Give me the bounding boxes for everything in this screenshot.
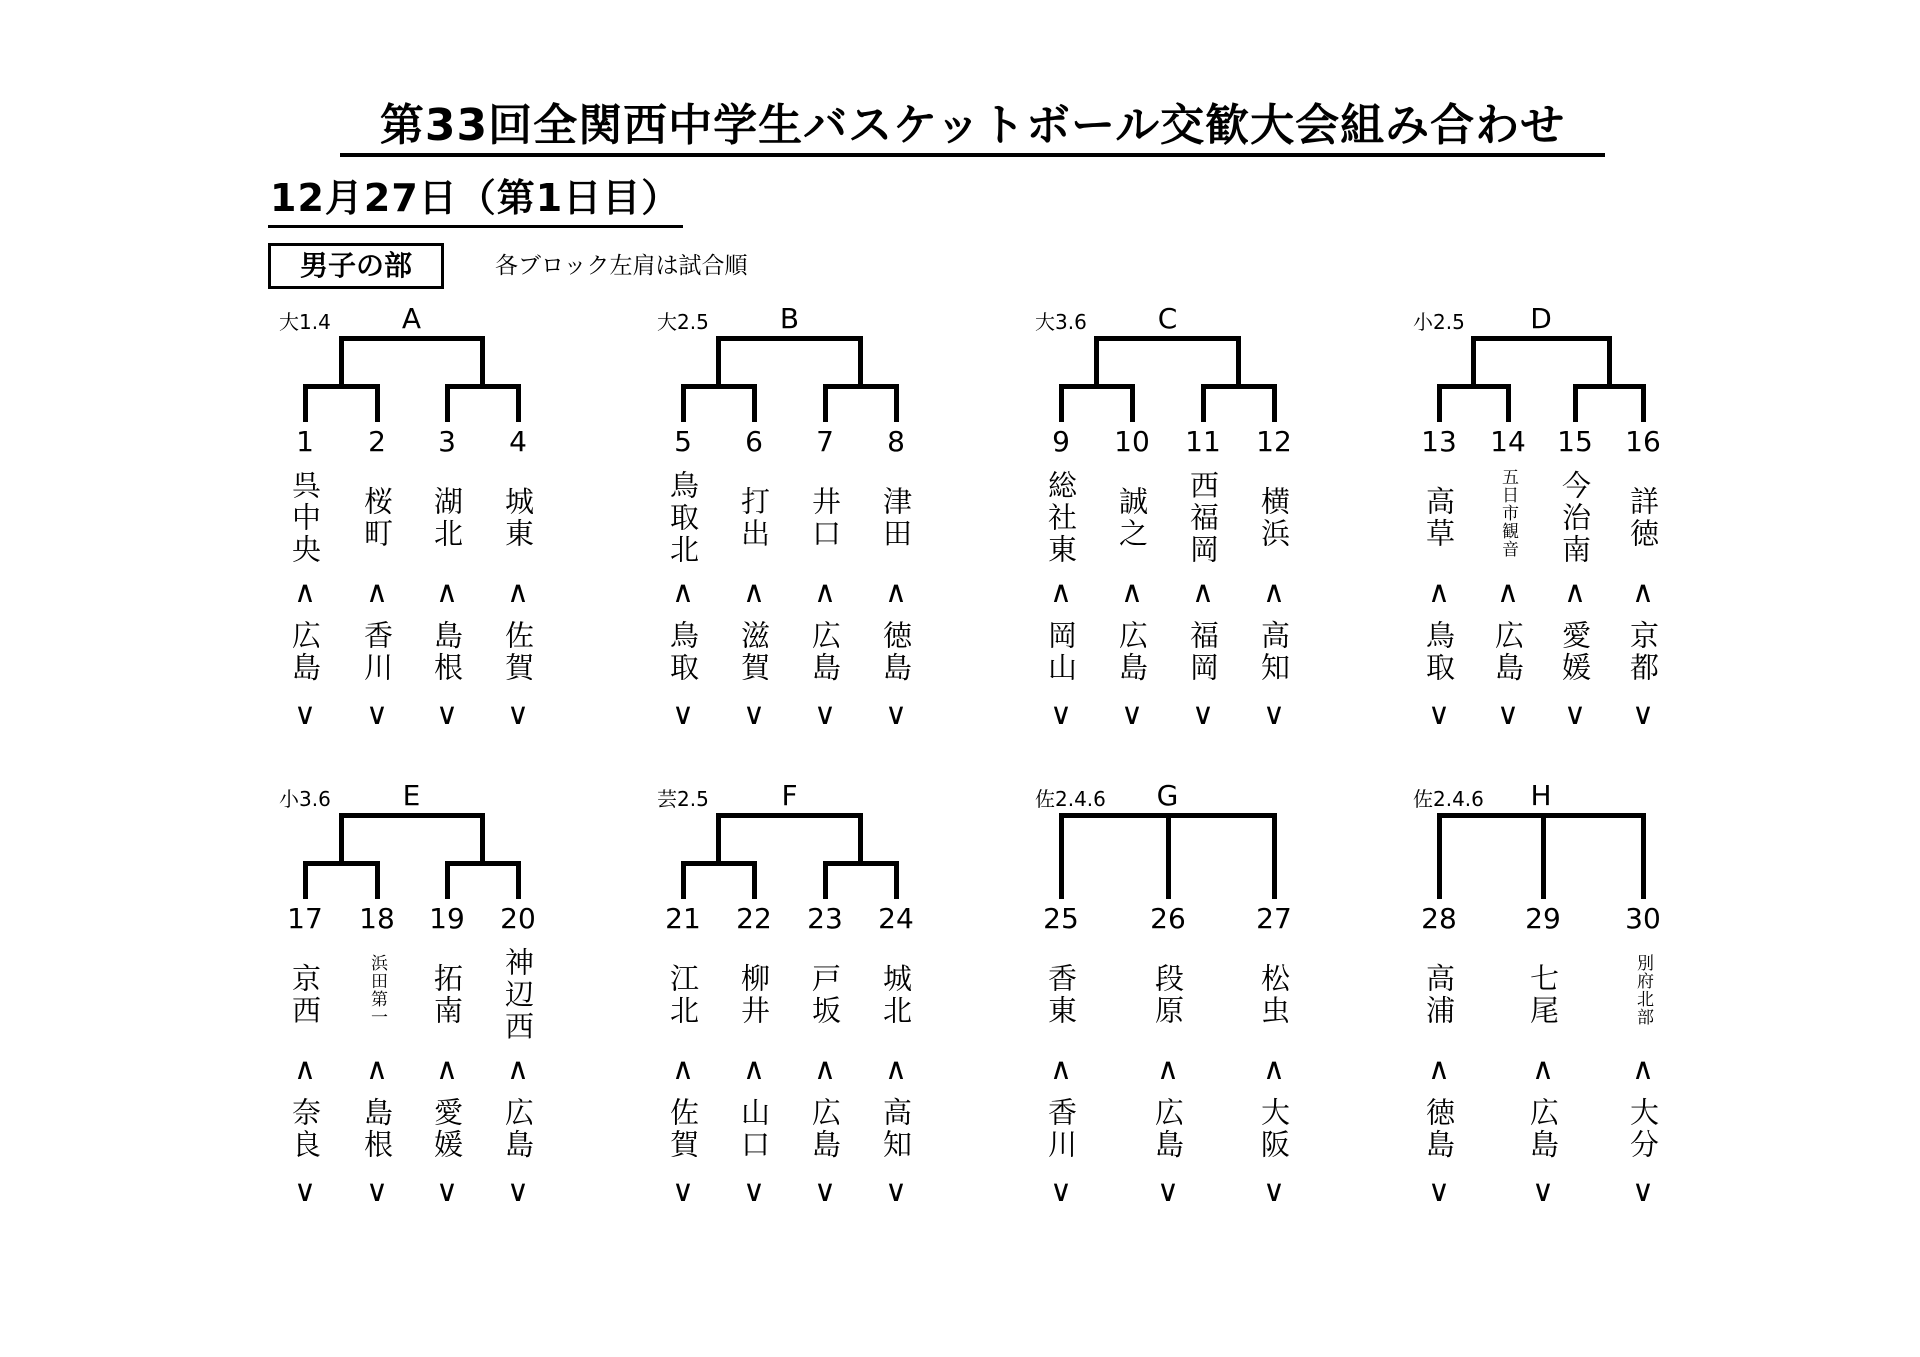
team-school: 城東 <box>501 486 535 550</box>
down-arrow-icon: ∨ <box>1192 697 1214 732</box>
bracket-line <box>823 386 828 422</box>
team-number: 9 <box>1052 425 1070 458</box>
down-arrow-icon: ∨ <box>672 697 694 732</box>
up-arrow-icon: ∧ <box>436 1052 458 1087</box>
bracket-line <box>681 861 757 866</box>
team-school: 京西 <box>288 963 322 1027</box>
down-arrow-icon: ∨ <box>672 1174 694 1209</box>
bracket-line <box>1573 384 1646 389</box>
up-arrow-icon: ∧ <box>814 1052 836 1087</box>
team-number: 24 <box>878 902 914 935</box>
team-number: 1 <box>296 425 314 458</box>
team-school: 五日市観音 <box>1498 468 1518 558</box>
team-prefecture: 愛媛 <box>430 1097 464 1161</box>
team-prefecture: 高知 <box>1257 620 1291 684</box>
down-arrow-icon: ∨ <box>743 1174 765 1209</box>
block-seed-order: 小3.6 <box>279 787 331 811</box>
up-arrow-icon: ∧ <box>294 1052 316 1087</box>
up-arrow-icon: ∧ <box>294 575 316 610</box>
bracket-line <box>823 863 828 899</box>
team-number: 21 <box>665 902 701 935</box>
team-school: 津田 <box>879 486 913 550</box>
up-arrow-icon: ∧ <box>1564 575 1586 610</box>
block-label: G <box>1156 779 1179 812</box>
team-number: 10 <box>1114 425 1150 458</box>
bracket-line <box>375 386 380 422</box>
bracket-line <box>480 338 485 386</box>
bracket-line <box>1471 338 1476 386</box>
down-arrow-icon: ∨ <box>436 1174 458 1209</box>
down-arrow-icon: ∨ <box>507 1174 529 1209</box>
bracket-line <box>339 815 344 863</box>
up-arrow-icon: ∧ <box>1157 1052 1179 1087</box>
down-arrow-icon: ∨ <box>1532 1174 1554 1209</box>
team-number: 6 <box>745 425 763 458</box>
down-arrow-icon: ∨ <box>507 697 529 732</box>
bracket-line <box>303 861 380 866</box>
team-prefecture: 広島 <box>808 620 842 684</box>
page-title: 第33回全関西中学生バスケットボール交歓大会組み合わせ <box>379 100 1566 151</box>
team-prefecture: 高知 <box>879 1097 913 1161</box>
team-prefecture: 福岡 <box>1186 620 1220 684</box>
team-school: 誠之 <box>1115 486 1149 550</box>
team-number: 19 <box>429 902 465 935</box>
bracket-line <box>480 815 485 863</box>
team-school: 七尾 <box>1526 963 1560 1027</box>
down-arrow-icon: ∨ <box>294 1174 316 1209</box>
bracket-line <box>445 861 521 866</box>
up-arrow-icon: ∧ <box>366 1052 388 1087</box>
bracket-line <box>1506 386 1511 422</box>
down-arrow-icon: ∨ <box>1263 697 1285 732</box>
bracket-line <box>716 813 863 818</box>
team-prefecture: 山口 <box>737 1097 771 1161</box>
team-number: 26 <box>1150 902 1186 935</box>
up-arrow-icon: ∧ <box>743 575 765 610</box>
bracket-line <box>339 338 344 386</box>
team-number: 25 <box>1043 902 1079 935</box>
up-arrow-icon: ∧ <box>1121 575 1143 610</box>
block-seed-order: 芸2.5 <box>657 787 709 811</box>
team-school: 拓南 <box>430 963 464 1027</box>
bracket-line <box>1059 815 1064 899</box>
team-prefecture: 奈良 <box>288 1097 322 1161</box>
up-arrow-icon: ∧ <box>1050 1052 1072 1087</box>
down-arrow-icon: ∨ <box>814 697 836 732</box>
team-number: 30 <box>1625 902 1661 935</box>
bracket-line <box>375 863 380 899</box>
title-underline <box>340 153 1605 157</box>
team-school: 高浦 <box>1422 963 1456 1027</box>
down-arrow-icon: ∨ <box>436 697 458 732</box>
up-arrow-icon: ∧ <box>1632 575 1654 610</box>
block-label: B <box>779 302 800 335</box>
block-seed-order: 大3.6 <box>1035 310 1087 334</box>
team-number: 7 <box>816 425 834 458</box>
bracket-line <box>752 863 757 899</box>
team-school: 香東 <box>1044 963 1078 1027</box>
team-school: 神辺西 <box>501 947 535 1043</box>
team-school: 打出 <box>737 486 771 550</box>
down-arrow-icon: ∨ <box>1428 697 1450 732</box>
team-prefecture: 香川 <box>360 620 394 684</box>
bracket-line <box>1641 815 1646 899</box>
bracket-line <box>516 863 521 899</box>
bracket-line <box>1059 384 1135 389</box>
up-arrow-icon: ∧ <box>1632 1052 1654 1087</box>
team-number: 20 <box>500 902 536 935</box>
bracket-line <box>303 863 308 899</box>
down-arrow-icon: ∨ <box>814 1174 836 1209</box>
team-prefecture: 広島 <box>1115 620 1149 684</box>
division-box: 男子の部 <box>268 243 444 289</box>
team-prefecture: 愛媛 <box>1558 620 1592 684</box>
up-arrow-icon: ∧ <box>366 575 388 610</box>
up-arrow-icon: ∧ <box>672 1052 694 1087</box>
bracket-line <box>1437 386 1442 422</box>
bracket-line <box>1607 338 1612 386</box>
team-prefecture: 広島 <box>1491 620 1525 684</box>
down-arrow-icon: ∨ <box>743 697 765 732</box>
team-school: 高草 <box>1422 486 1456 550</box>
team-school: 桜町 <box>360 486 394 550</box>
team-prefecture: 鳥取 <box>1422 620 1456 684</box>
team-school: 湖北 <box>430 486 464 550</box>
block-seed-order: 大2.5 <box>657 310 709 334</box>
day-underline <box>268 225 683 228</box>
team-number: 14 <box>1490 425 1526 458</box>
team-prefecture: 香川 <box>1044 1097 1078 1161</box>
down-arrow-icon: ∨ <box>366 697 388 732</box>
team-prefecture: 徳島 <box>1422 1097 1456 1161</box>
down-arrow-icon: ∨ <box>1263 1174 1285 1209</box>
team-prefecture: 滋賀 <box>737 620 771 684</box>
bracket-line <box>445 863 450 899</box>
team-school: 鳥取北 <box>666 470 700 566</box>
team-prefecture: 広島 <box>288 620 322 684</box>
bracket-line <box>1094 338 1099 386</box>
bracket-line <box>894 386 899 422</box>
team-number: 23 <box>807 902 843 935</box>
bracket-line <box>716 815 721 863</box>
down-arrow-icon: ∨ <box>1428 1174 1450 1209</box>
bracket-line <box>445 384 521 389</box>
up-arrow-icon: ∧ <box>1497 575 1519 610</box>
bracket-line <box>1236 338 1241 386</box>
day-heading: 12月27日（第1日目） <box>270 176 681 220</box>
bracket-line <box>303 384 380 389</box>
team-number: 15 <box>1557 425 1593 458</box>
block-seed-order: 小2.5 <box>1413 310 1465 334</box>
bracket-line <box>1166 815 1171 899</box>
bracket-line <box>681 863 686 899</box>
team-prefecture: 広島 <box>501 1097 535 1161</box>
block-seed-order: 佐2.4.6 <box>1035 787 1106 811</box>
up-arrow-icon: ∧ <box>507 1052 529 1087</box>
down-arrow-icon: ∨ <box>1632 697 1654 732</box>
bracket-line <box>1201 384 1277 389</box>
up-arrow-icon: ∧ <box>507 575 529 610</box>
team-school: 江北 <box>666 963 700 1027</box>
team-prefecture: 広島 <box>1151 1097 1185 1161</box>
team-prefecture: 島根 <box>430 620 464 684</box>
team-school: 今治南 <box>1558 470 1592 566</box>
team-number: 4 <box>509 425 527 458</box>
bracket-line <box>716 338 721 386</box>
bracket-line <box>716 336 863 341</box>
block-label: F <box>781 779 798 812</box>
down-arrow-icon: ∨ <box>366 1174 388 1209</box>
block-seed-order: 佐2.4.6 <box>1413 787 1484 811</box>
bracket-line <box>681 386 686 422</box>
team-prefecture: 島根 <box>360 1097 394 1161</box>
down-arrow-icon: ∨ <box>1157 1174 1179 1209</box>
down-arrow-icon: ∨ <box>885 1174 907 1209</box>
team-number: 12 <box>1256 425 1292 458</box>
block-label: E <box>402 779 421 812</box>
up-arrow-icon: ∧ <box>1263 575 1285 610</box>
down-arrow-icon: ∨ <box>1632 1174 1654 1209</box>
up-arrow-icon: ∧ <box>1050 575 1072 610</box>
up-arrow-icon: ∧ <box>1428 1052 1450 1087</box>
block-seed-order: 大1.4 <box>279 310 331 334</box>
bracket-line <box>1130 386 1135 422</box>
up-arrow-icon: ∧ <box>1428 575 1450 610</box>
team-number: 29 <box>1525 902 1561 935</box>
team-school: 松虫 <box>1257 963 1291 1027</box>
team-school: 詳徳 <box>1626 486 1660 550</box>
down-arrow-icon: ∨ <box>1497 697 1519 732</box>
block-label: D <box>1530 302 1552 335</box>
bracket-line <box>339 336 486 341</box>
team-number: 2 <box>368 425 386 458</box>
up-arrow-icon: ∧ <box>743 1052 765 1087</box>
bracket-line <box>1437 815 1442 899</box>
team-number: 3 <box>438 425 456 458</box>
down-arrow-icon: ∨ <box>1050 1174 1072 1209</box>
up-arrow-icon: ∧ <box>436 575 458 610</box>
down-arrow-icon: ∨ <box>885 697 907 732</box>
team-prefecture: 鳥取 <box>666 620 700 684</box>
team-prefecture: 大分 <box>1626 1097 1660 1161</box>
up-arrow-icon: ∧ <box>672 575 694 610</box>
bracket-line <box>303 386 308 422</box>
team-school: 柳井 <box>737 963 771 1027</box>
bracket-line <box>1437 384 1511 389</box>
up-arrow-icon: ∧ <box>1192 575 1214 610</box>
bracket-line <box>1641 386 1646 422</box>
team-school: 段原 <box>1151 963 1185 1027</box>
down-arrow-icon: ∨ <box>1050 697 1072 732</box>
bracket-line <box>339 813 486 818</box>
bracket-line <box>823 861 899 866</box>
block-label: C <box>1157 302 1178 335</box>
bracket-line <box>858 338 863 386</box>
bracket-line <box>823 384 899 389</box>
team-school: 別府北部 <box>1633 954 1653 1026</box>
team-number: 5 <box>674 425 692 458</box>
team-number: 16 <box>1625 425 1661 458</box>
bracket-line <box>445 386 450 422</box>
team-school: 浜田第一 <box>367 954 387 1026</box>
bracket-line <box>1471 336 1612 341</box>
team-school: 城北 <box>879 963 913 1027</box>
team-prefecture: 京都 <box>1626 620 1660 684</box>
team-number: 8 <box>887 425 905 458</box>
team-number: 27 <box>1256 902 1292 935</box>
up-arrow-icon: ∧ <box>1263 1052 1285 1087</box>
order-note: 各ブロック左肩は試合順 <box>495 253 748 279</box>
team-prefecture: 広島 <box>808 1097 842 1161</box>
team-number: 11 <box>1185 425 1221 458</box>
up-arrow-icon: ∧ <box>814 575 836 610</box>
up-arrow-icon: ∧ <box>885 575 907 610</box>
team-school: 総社東 <box>1044 470 1078 566</box>
team-school: 井口 <box>808 486 842 550</box>
up-arrow-icon: ∧ <box>1532 1052 1554 1087</box>
team-number: 28 <box>1421 902 1457 935</box>
bracket-line <box>1541 815 1546 899</box>
bracket-line <box>858 815 863 863</box>
bracket-line <box>752 386 757 422</box>
block-label: A <box>401 302 422 335</box>
bracket-line <box>1201 386 1206 422</box>
team-prefecture: 大阪 <box>1257 1097 1291 1161</box>
team-school: 呉中央 <box>288 470 322 566</box>
block-label: H <box>1530 779 1552 812</box>
bracket-line <box>1272 386 1277 422</box>
team-prefecture: 徳島 <box>879 620 913 684</box>
down-arrow-icon: ∨ <box>294 697 316 732</box>
team-number: 17 <box>287 902 323 935</box>
team-school: 戸坂 <box>808 963 842 1027</box>
down-arrow-icon: ∨ <box>1564 697 1586 732</box>
team-school: 横浜 <box>1257 486 1291 550</box>
bracket-line <box>1094 336 1241 341</box>
bracket-line <box>1272 815 1277 899</box>
team-number: 22 <box>736 902 772 935</box>
bracket-line <box>894 863 899 899</box>
bracket-line <box>1573 386 1578 422</box>
team-prefecture: 佐賀 <box>501 620 535 684</box>
up-arrow-icon: ∧ <box>885 1052 907 1087</box>
team-prefecture: 佐賀 <box>666 1097 700 1161</box>
bracket-line <box>681 384 757 389</box>
team-school: 西福岡 <box>1186 470 1220 566</box>
team-number: 18 <box>359 902 395 935</box>
down-arrow-icon: ∨ <box>1121 697 1143 732</box>
team-prefecture: 岡山 <box>1044 620 1078 684</box>
bracket-line <box>1059 386 1064 422</box>
bracket-line <box>516 386 521 422</box>
team-prefecture: 広島 <box>1526 1097 1560 1161</box>
team-number: 13 <box>1421 425 1457 458</box>
